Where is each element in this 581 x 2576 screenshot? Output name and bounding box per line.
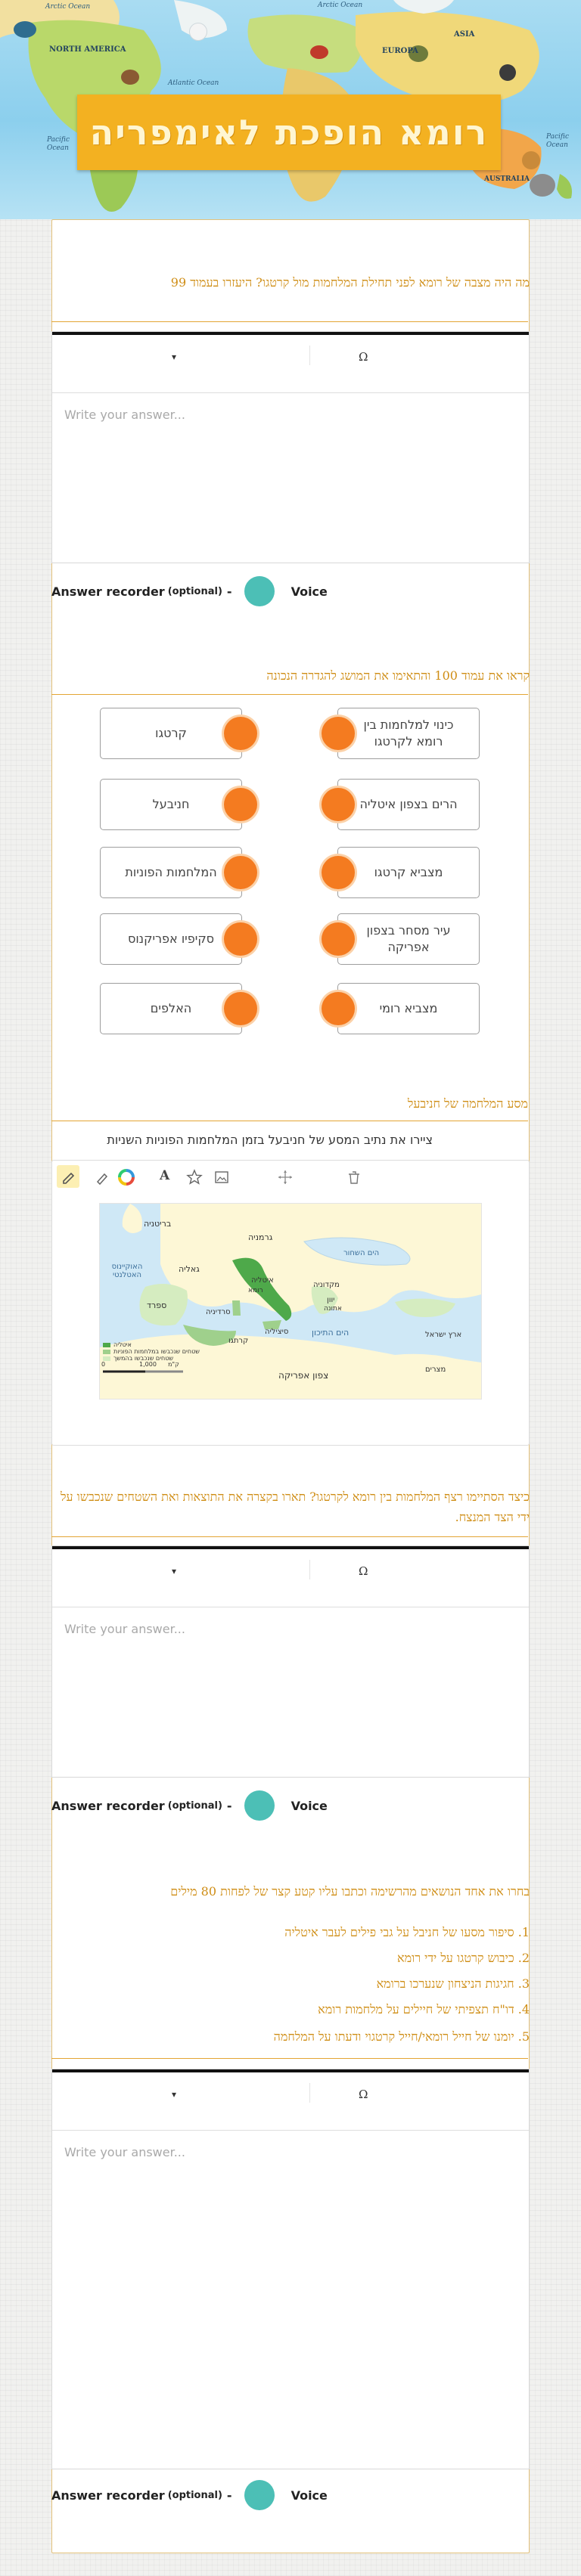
animal-illustration bbox=[530, 174, 555, 197]
question-1-title: מה היה מצבה של רומא לפני תחילת המלחמות מול קרטגו? היעזרו בעמוד 99 bbox=[170, 275, 530, 290]
editor-toolbar bbox=[52, 2072, 529, 2131]
recorder-dash: - bbox=[226, 2488, 232, 2503]
match-right-item[interactable]: מצביא קרטגו bbox=[337, 847, 480, 898]
map-label: ארץ ישראל bbox=[425, 1331, 462, 1339]
question-5-title: בחרו את אחד הנושאים מהרשימה וכתבו עליו קטע קצר של לפחות 80 מילים bbox=[170, 1884, 530, 1899]
divider bbox=[51, 1536, 528, 1537]
topic-list-item: 2. כיבוש קרטגו על ידי רומא bbox=[397, 1951, 530, 1965]
topic-list-item: 3. חגיגות הניצחון שנערכו ברומא bbox=[376, 1976, 530, 1991]
map-label: EUROPA bbox=[382, 47, 418, 55]
answer-editor-1 bbox=[51, 331, 530, 563]
recorder-dash: - bbox=[226, 584, 232, 599]
map-label: אתונה bbox=[324, 1305, 342, 1313]
match-left-item[interactable]: סקיפיו אפריקנוס bbox=[100, 913, 242, 965]
answer-editor-3 bbox=[51, 2069, 530, 2469]
map-label: סיציליה bbox=[265, 1328, 289, 1336]
format-dropdown-caret-icon[interactable]: ▾ bbox=[172, 2089, 177, 2100]
match-connector-left[interactable] bbox=[224, 717, 257, 750]
recorder-voice-label: Voice bbox=[290, 584, 328, 599]
match-right-item[interactable]: כינוי למלחמות בין רומא לקרטגו bbox=[337, 708, 480, 759]
answer-input[interactable]: Write your answer... bbox=[64, 2145, 185, 2159]
divider bbox=[51, 321, 528, 322]
trash-icon[interactable] bbox=[345, 1168, 363, 1186]
animal-illustration bbox=[14, 21, 36, 38]
match-connector-right[interactable] bbox=[322, 788, 355, 821]
animal-illustration bbox=[189, 23, 207, 41]
topic-list-item: 1. סיפור מסעו של חניבל על גבי פילים לעבר איטליה bbox=[284, 1925, 530, 1939]
special-characters-button[interactable]: Ω bbox=[359, 350, 368, 364]
match-connector-left[interactable] bbox=[224, 788, 257, 821]
color-wheel-icon[interactable] bbox=[117, 1168, 135, 1186]
map-label: בריטניה bbox=[144, 1219, 172, 1229]
map-label: גאליה bbox=[179, 1264, 200, 1274]
topic-list-item: 5. יומנו של חייל רומאי/חייל קרטגוי ודעתו על המלחמה bbox=[273, 2029, 530, 2044]
image-icon[interactable] bbox=[213, 1168, 231, 1186]
map-label: Pacific Ocean bbox=[546, 133, 569, 149]
answer-recorder-2 bbox=[51, 1790, 328, 1821]
question-3-title: מסע המלחמה של חניבעל bbox=[407, 1096, 528, 1111]
topic-list-item: 4. דו"ח תצפיתי של חיילים על מלחמות רומא bbox=[318, 2002, 530, 2016]
map-scale-label: ק"מ bbox=[168, 1361, 179, 1368]
animal-illustration bbox=[522, 151, 540, 169]
map-label: Arctic Ocean bbox=[45, 3, 91, 11]
recorder-voice-label: Voice bbox=[290, 2488, 328, 2503]
answer-recorder-3 bbox=[51, 2480, 328, 2510]
move-icon[interactable] bbox=[276, 1168, 294, 1186]
match-connector-left[interactable] bbox=[224, 856, 257, 889]
toolbar-separator bbox=[309, 2083, 310, 2103]
map-label: מצרים bbox=[425, 1365, 446, 1374]
answer-editor-2 bbox=[51, 1545, 530, 1778]
match-left-item[interactable]: קרטגו bbox=[100, 708, 242, 759]
match-connector-right[interactable] bbox=[322, 717, 355, 750]
animal-illustration bbox=[499, 64, 516, 81]
record-button[interactable] bbox=[244, 576, 275, 606]
animal-illustration bbox=[310, 45, 328, 59]
special-characters-button[interactable]: Ω bbox=[359, 2088, 368, 2101]
map-label: NORTH AMERICA bbox=[49, 45, 126, 54]
answer-input[interactable]: Write your answer... bbox=[64, 408, 185, 422]
map-label: Arctic Ocean bbox=[318, 2, 363, 9]
format-dropdown-caret-icon[interactable]: ▾ bbox=[172, 1566, 177, 1576]
question-2-title: קראו את עמוד 100 והתאימו את המושג להגדרה הנכונה bbox=[266, 668, 530, 683]
map-label: מקדוניה bbox=[313, 1281, 340, 1289]
map-label: Pacific Ocean bbox=[47, 136, 70, 152]
editor-toolbar bbox=[52, 1549, 529, 1607]
special-characters-button[interactable]: Ω bbox=[359, 1564, 368, 1578]
recorder-optional: (optional) bbox=[167, 585, 222, 597]
map-label: גרמניה bbox=[248, 1232, 273, 1242]
drawing-area[interactable] bbox=[51, 1160, 530, 1446]
map-label: צפון אפריקה bbox=[278, 1370, 329, 1381]
map-legend-item: שטחים שנכבשו במלחמות הפוניות bbox=[113, 1348, 200, 1355]
map-label: האוקיינוס האטלנטי bbox=[111, 1263, 143, 1279]
header-banner bbox=[0, 0, 581, 219]
recorder-dash: - bbox=[226, 1798, 232, 1813]
match-right-item[interactable]: מצביא רומי bbox=[337, 983, 480, 1034]
toolbar-separator bbox=[309, 346, 310, 365]
map-label: ספרד bbox=[147, 1300, 167, 1310]
answer-input[interactable]: Write your answer... bbox=[64, 1622, 185, 1636]
map-label: סרדיניה bbox=[206, 1308, 231, 1316]
map-label: קרתגו bbox=[228, 1337, 249, 1345]
match-connector-right[interactable] bbox=[322, 922, 355, 956]
record-button[interactable] bbox=[244, 1790, 275, 1821]
pen-icon[interactable] bbox=[93, 1168, 111, 1186]
map-label: הים התיכון bbox=[312, 1328, 350, 1338]
match-connector-right[interactable] bbox=[322, 856, 355, 889]
map-legend-item: איטליה bbox=[113, 1341, 132, 1348]
question-3-instruction: ציירו את נתיב המסע של חניבעל בזמן המלחמות הפוניות השניות bbox=[107, 1133, 433, 1147]
title-banner bbox=[77, 95, 501, 170]
star-icon[interactable] bbox=[185, 1168, 204, 1186]
match-connector-left[interactable] bbox=[224, 992, 257, 1025]
map-label: רומא bbox=[248, 1287, 263, 1294]
question-4-title: כיצד הסתיימו רצף המלחמות בין רומא לקרטגו? תארו בקצרה את התוצאות ואת השטחים שנכבשו על ידי הצד המנצח. bbox=[61, 1489, 530, 1524]
map-label: ASIA bbox=[454, 30, 475, 39]
match-left-item[interactable]: האלפים bbox=[100, 983, 242, 1034]
divider bbox=[51, 694, 528, 695]
match-left-item[interactable]: המלחמות הפוניות bbox=[100, 847, 242, 898]
format-dropdown-caret-icon[interactable]: ▾ bbox=[172, 352, 177, 362]
map-label: יוון bbox=[327, 1296, 335, 1304]
hannibal-route-map bbox=[99, 1203, 482, 1400]
recorder-label: Answer recorder bbox=[51, 584, 165, 599]
animal-illustration bbox=[121, 70, 139, 85]
drawing-toolbar bbox=[52, 1161, 529, 1192]
match-right-item[interactable]: עיר מסחר בצפון אפריקה bbox=[337, 913, 480, 965]
pencil-icon bbox=[57, 1165, 79, 1188]
text-tool-button[interactable]: A bbox=[160, 1168, 170, 1183]
match-left-item[interactable]: חניבעל bbox=[100, 779, 242, 830]
recorder-label: Answer recorder bbox=[51, 1798, 165, 1813]
match-connector-right[interactable] bbox=[322, 992, 355, 1025]
record-button[interactable] bbox=[244, 2480, 275, 2510]
map-label: איטליה bbox=[251, 1276, 274, 1285]
match-connector-left[interactable] bbox=[224, 922, 257, 956]
map-legend-item: שטחים שנכבשו בהמשך bbox=[113, 1355, 174, 1362]
map-label: Atlantic Ocean bbox=[168, 79, 219, 87]
map-scale-label: 0 bbox=[101, 1361, 106, 1368]
map-scale-label: 1,000 bbox=[139, 1361, 157, 1368]
match-right-item[interactable]: הרים בצפון איטליה bbox=[337, 779, 480, 830]
recorder-voice-label: Voice bbox=[290, 1798, 328, 1813]
pencil-tool-button[interactable] bbox=[57, 1165, 79, 1188]
divider bbox=[51, 2058, 528, 2059]
toolbar-separator bbox=[309, 1560, 310, 1579]
recorder-optional: (optional) bbox=[167, 1799, 222, 1812]
page-title: רומא הופכת לאימפריה bbox=[89, 112, 489, 153]
map-label: הים השחור bbox=[343, 1249, 380, 1257]
map-label: AUSTRALIA bbox=[484, 175, 530, 183]
editor-toolbar bbox=[52, 335, 529, 393]
recorder-label: Answer recorder bbox=[51, 2488, 165, 2503]
recorder-optional: (optional) bbox=[167, 2489, 222, 2501]
answer-recorder-1 bbox=[51, 576, 328, 606]
